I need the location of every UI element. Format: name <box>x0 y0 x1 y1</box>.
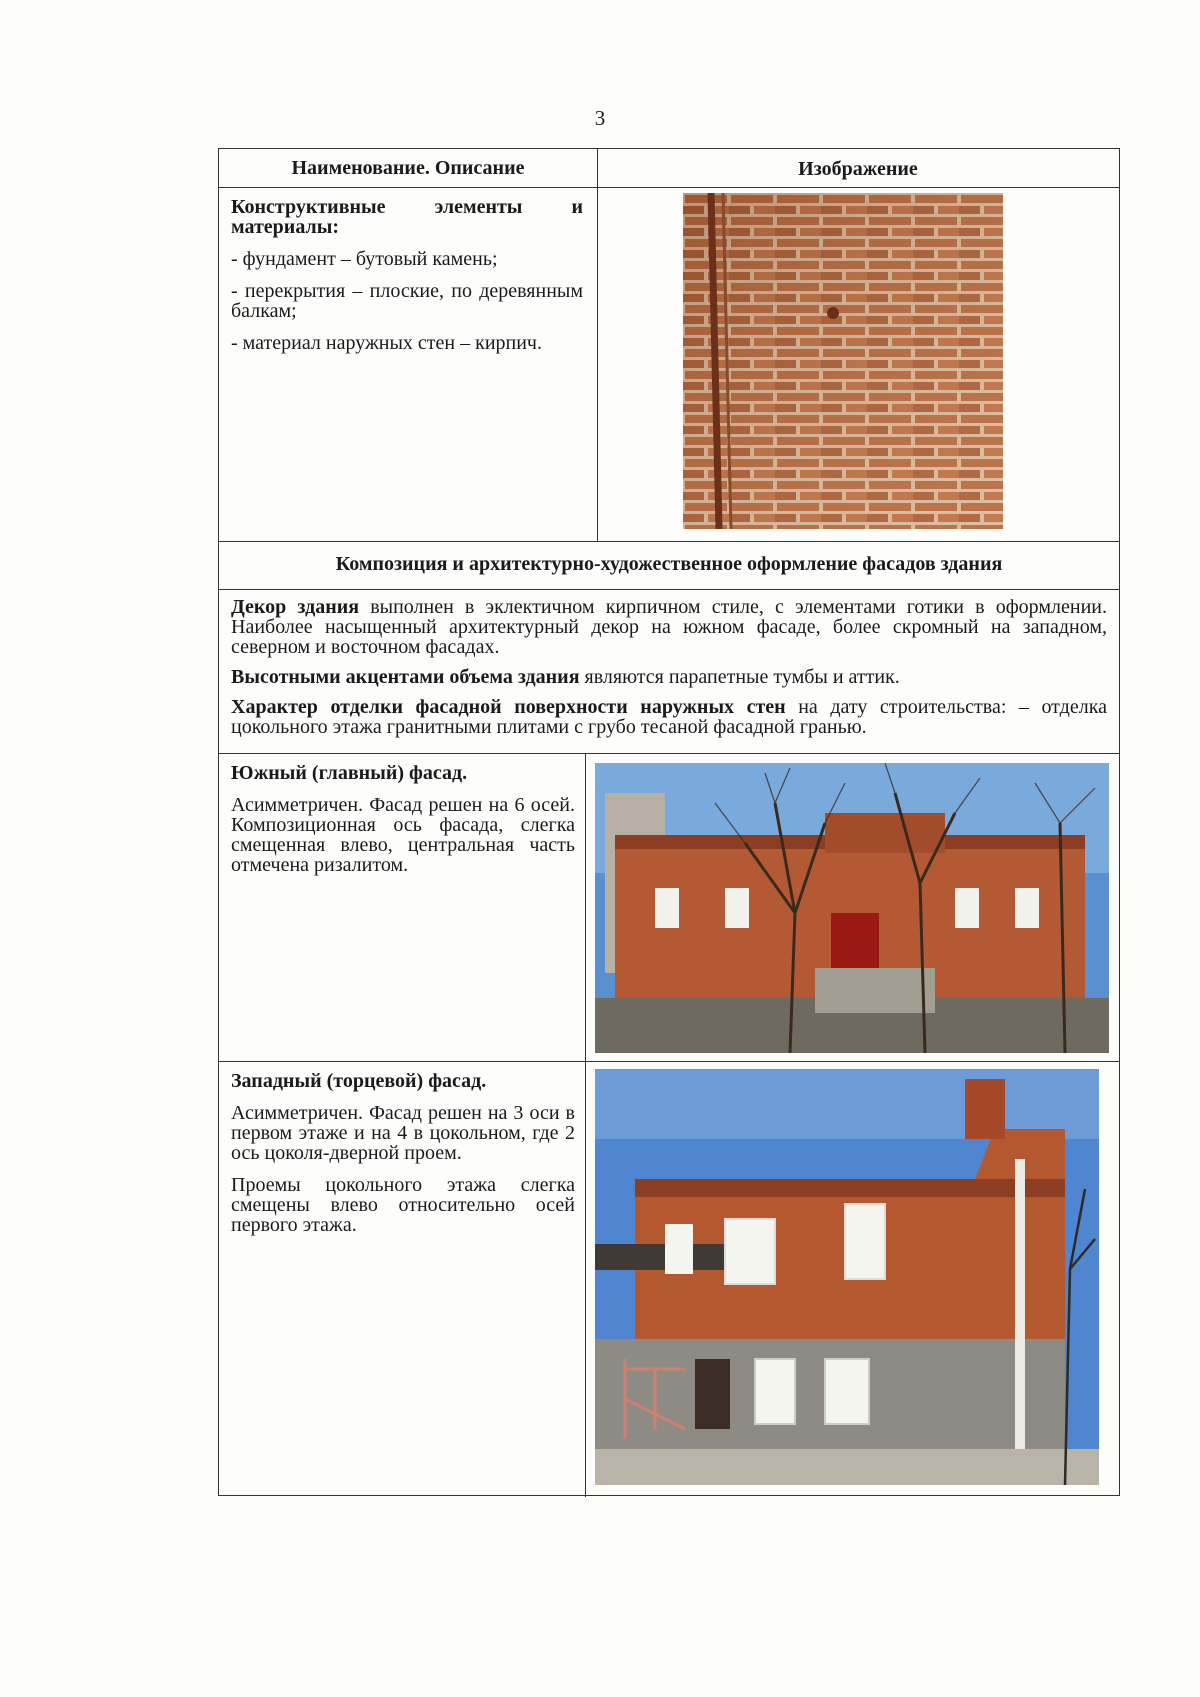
west-facade-title: Западный (торцевой) фасад. <box>231 1070 487 1092</box>
decor-lead: Декор здания <box>231 596 360 618</box>
accents-lead: Высотными акцентами объема здания <box>231 666 580 688</box>
south-facade-title: Южный (главный) фасад. <box>231 762 468 784</box>
column-header-name: Наименование. Описание <box>291 157 525 179</box>
table-rule <box>219 589 1119 590</box>
decor-text: выполнен в эклектичном кирпичном стиле, с элементами готики в оформлении. Наиболее насыщенный архитектурный декор на южном фасаде, более скромный на западном, северном и восточном фасадах. <box>231 596 1107 658</box>
table-rule <box>219 541 1119 542</box>
constructive-item: - перекрытия – плоские, по деревянным балкам; <box>231 280 583 322</box>
south-facade-cell <box>231 763 575 887</box>
column-header-image: Изображение <box>798 158 918 180</box>
table-rule <box>597 149 598 541</box>
table-rule <box>219 1061 1119 1062</box>
description-table <box>218 148 1120 1496</box>
constructive-elements-cell <box>231 197 583 365</box>
west-facade-photo <box>595 1069 1099 1485</box>
west-facade-cell <box>231 1071 575 1247</box>
brick-wall-photo <box>683 193 1003 529</box>
finish-text: на дату строительства: – отделка цокольного этажа гранитными плитами с грубо тесаной фасадной гранью. <box>231 696 1107 738</box>
south-facade-text: Асимметричен. Фасад решен на 6 осей. Композиционная ось фасада, слегка смещенная влево, центральная часть отмечена ризалитом. <box>231 794 575 876</box>
composition-heading: Композиция и архитектурно-художественное оформление фасадов здания <box>335 553 1003 575</box>
table-rule <box>219 187 1119 188</box>
page-number: 3 <box>594 106 606 130</box>
table-rule <box>585 753 586 1497</box>
west-facade-text-1: Асимметричен. Фасад решен на 3 оси в первом этаже и на 4 в цокольном, где 2 ось цоколя-дверной проем. <box>231 1102 575 1164</box>
composition-text <box>231 597 1107 737</box>
finish-lead: Характер отделки фасадной поверхности наружных стен <box>231 696 786 718</box>
accents-text: являются парапетные тумбы и аттик. <box>579 666 900 688</box>
constructive-item: - фундамент – бутовый камень; <box>231 248 498 270</box>
constructive-item: - материал наружных стен – кирпич. <box>231 332 542 354</box>
constructive-title: Конструктивные элементы и материалы: <box>231 196 583 238</box>
table-rule <box>219 753 1119 754</box>
south-facade-photo <box>595 763 1109 1053</box>
west-facade-text-2: Проемы цокольного этажа слегка смещены влево относительно осей первого этажа. <box>231 1174 575 1236</box>
